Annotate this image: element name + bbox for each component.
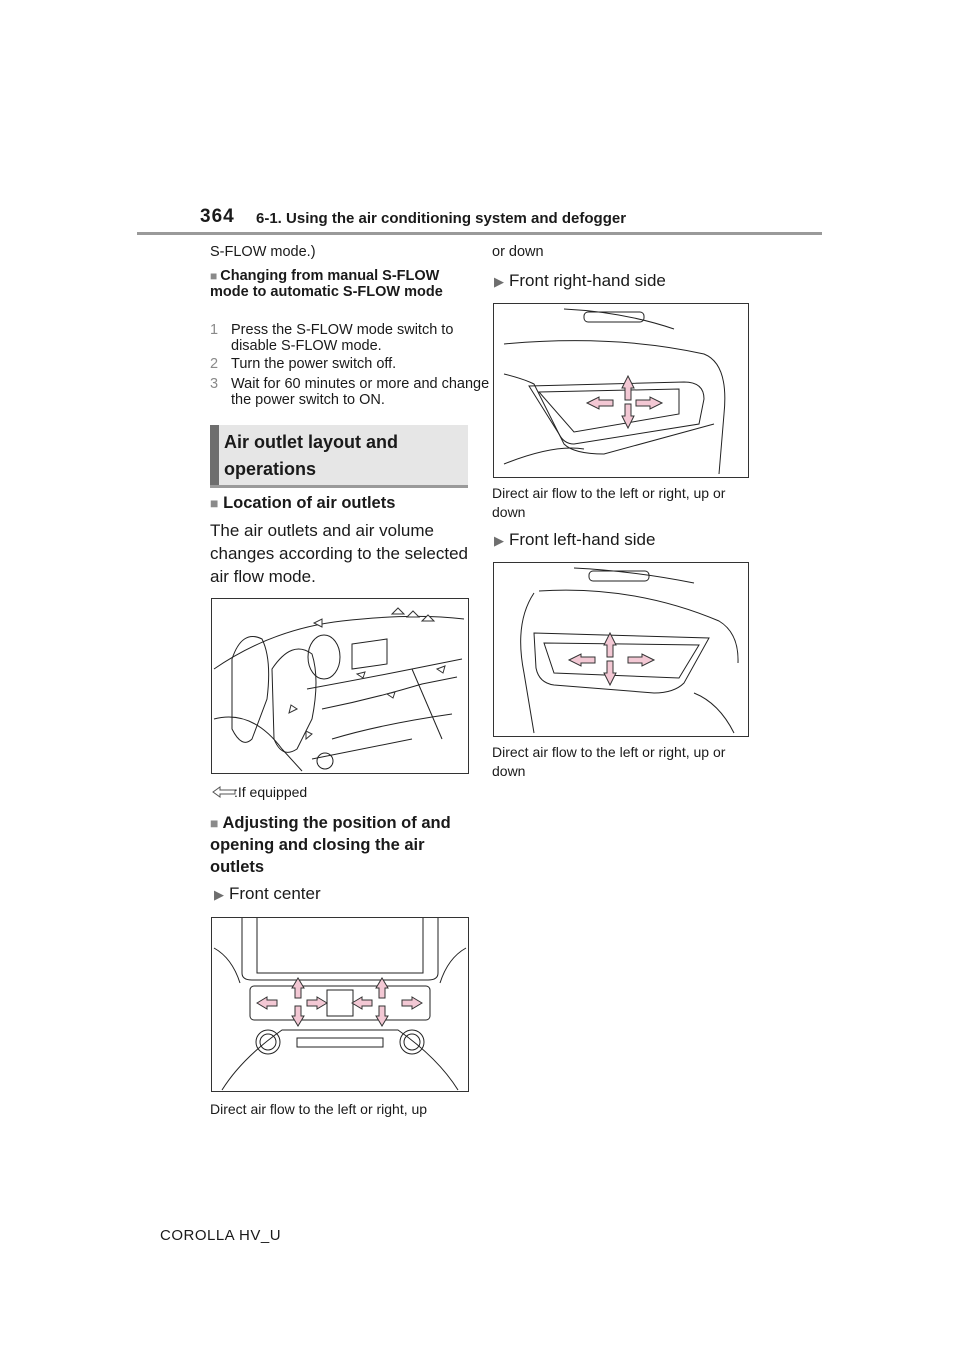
location-body: The air outlets and air volume changes according to the selected air flow mode. <box>210 521 469 586</box>
heading-accent-bar <box>210 425 219 485</box>
front-right-caption: Direct air flow to the left or right, up or down <box>492 485 726 520</box>
if-equipped-arrow-icon <box>212 785 236 797</box>
section-heading-box <box>210 425 468 488</box>
front-right-illustration <box>493 303 749 478</box>
step-1: 1 Press the S-FLOW mode switch to disable S-FLOW mode. <box>210 322 454 354</box>
step-2: 2 Turn the power switch off. <box>210 356 397 372</box>
step-3: 3 Wait for 60 minutes or more and change the power switch to ON. <box>210 376 490 408</box>
location-heading: ■ Location of air outlets <box>210 494 396 512</box>
section-heading: Air outlet layout and operations <box>224 432 399 479</box>
right-continued-text: or down <box>492 244 544 260</box>
footer-model: COROLLA HV_U <box>160 1227 282 1244</box>
continued-text: S-FLOW mode.) <box>210 244 316 260</box>
front-left-label: ▶ Front left-hand side <box>494 530 656 549</box>
pointer-icon: ▶ <box>494 533 504 548</box>
front-left-illustration <box>493 562 749 737</box>
pointer-icon: ▶ <box>494 274 504 289</box>
pointer-icon: ▶ <box>214 887 224 902</box>
front-center-caption: Direct air flow to the left or right, up <box>210 1101 428 1117</box>
cabin-svg <box>212 599 468 773</box>
cabin-outlets-illustration <box>211 598 469 774</box>
header-rule <box>137 232 822 235</box>
section-title: 6-1. Using the air conditioning system and defogger <box>256 210 627 227</box>
page-number: 364 <box>200 206 235 227</box>
front-center-label: ▶ Front center <box>214 884 321 903</box>
front-left-caption: Direct air flow to the left or right, up or down <box>492 744 726 779</box>
legend-text: :If equipped <box>234 784 308 800</box>
front-center-illustration <box>211 917 469 1092</box>
sub-heading: ■ Changing from manual S-FLOW mode to automatic S-FLOW mode <box>210 268 470 300</box>
front-right-label: ▶ Front right-hand side <box>494 271 666 290</box>
adjust-heading: ■ Adjusting the position of and opening and closing the air outlets <box>210 814 451 876</box>
